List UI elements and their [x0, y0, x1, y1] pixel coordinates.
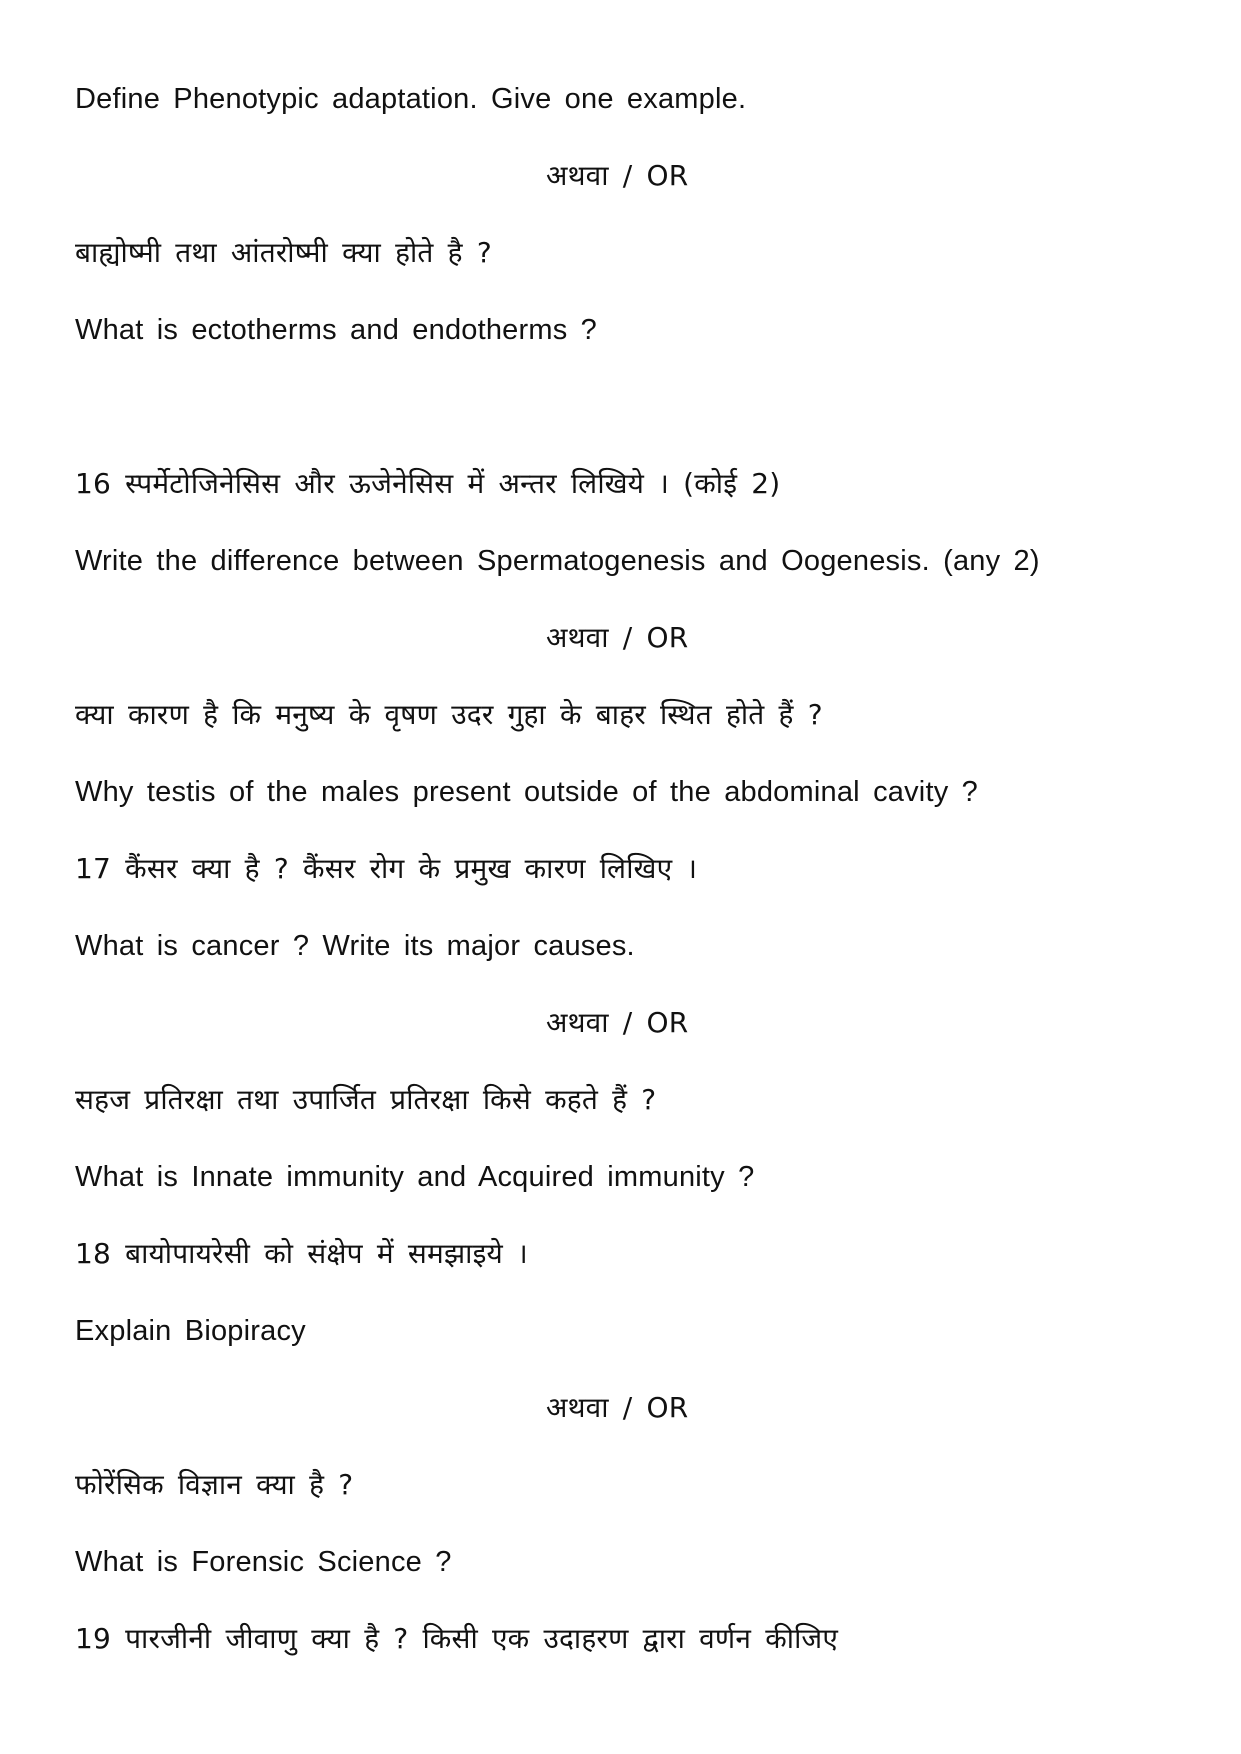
or-separator: अथवा / OR	[546, 159, 689, 192]
question-16-alt-hi: क्या कारण है कि मनुष्य के वृषण उदर गुहा के बाहर स्थित होते हैं ?	[75, 698, 823, 731]
question-16-hi: 16 स्पर्मेटोजिनेसिस और ऊजेनेसिस में अन्तर लिखिये । (कोई 2)	[75, 467, 781, 500]
question-18-alt-en: What is Forensic Science ?	[75, 1546, 452, 1578]
question-19-hi: 19 पारजीनी जीवाणु क्या है ? किसी एक उदाहरण द्वारा वर्णन कीजिए	[75, 1622, 839, 1655]
question-16-en: Write the difference between Spermatogenesis and Oogenesis. (any 2)	[75, 545, 1040, 577]
question-17-hi: 17 कैंसर क्या है ? कैंसर रोग के प्रमुख कारण लिखिए ।	[75, 852, 698, 885]
question-phenotypic-adaptation-en: Define Phenotypic adaptation. Give one example.	[75, 83, 747, 115]
or-separator: अथवा / OR	[546, 1006, 689, 1039]
question-17-alt-en: What is Innate immunity and Acquired immunity ?	[75, 1161, 755, 1193]
or-separator: अथवा / OR	[546, 621, 689, 654]
or-separator: अथवा / OR	[546, 1391, 689, 1424]
question-18-en: Explain Biopiracy	[75, 1315, 306, 1347]
question-17-en: What is cancer ? Write its major causes.	[75, 930, 635, 962]
question-ectotherms-hi: बाह्योष्मी तथा आंतरोष्मी क्या होते है ?	[75, 236, 492, 269]
question-18-alt-hi: फोरेंसिक विज्ञान क्या है ?	[75, 1468, 354, 1501]
question-ectotherms-en: What is ectotherms and endotherms ?	[75, 314, 598, 346]
question-16-alt-en: Why testis of the males present outside of the abdominal cavity ?	[75, 776, 978, 808]
question-18-hi: 18 बायोपायरेसी को संक्षेप में समझाइये ।	[75, 1237, 528, 1270]
question-17-alt-hi: सहज प्रतिरक्षा तथा उपार्जित प्रतिरक्षा किसे कहते हैं ?	[75, 1083, 657, 1116]
